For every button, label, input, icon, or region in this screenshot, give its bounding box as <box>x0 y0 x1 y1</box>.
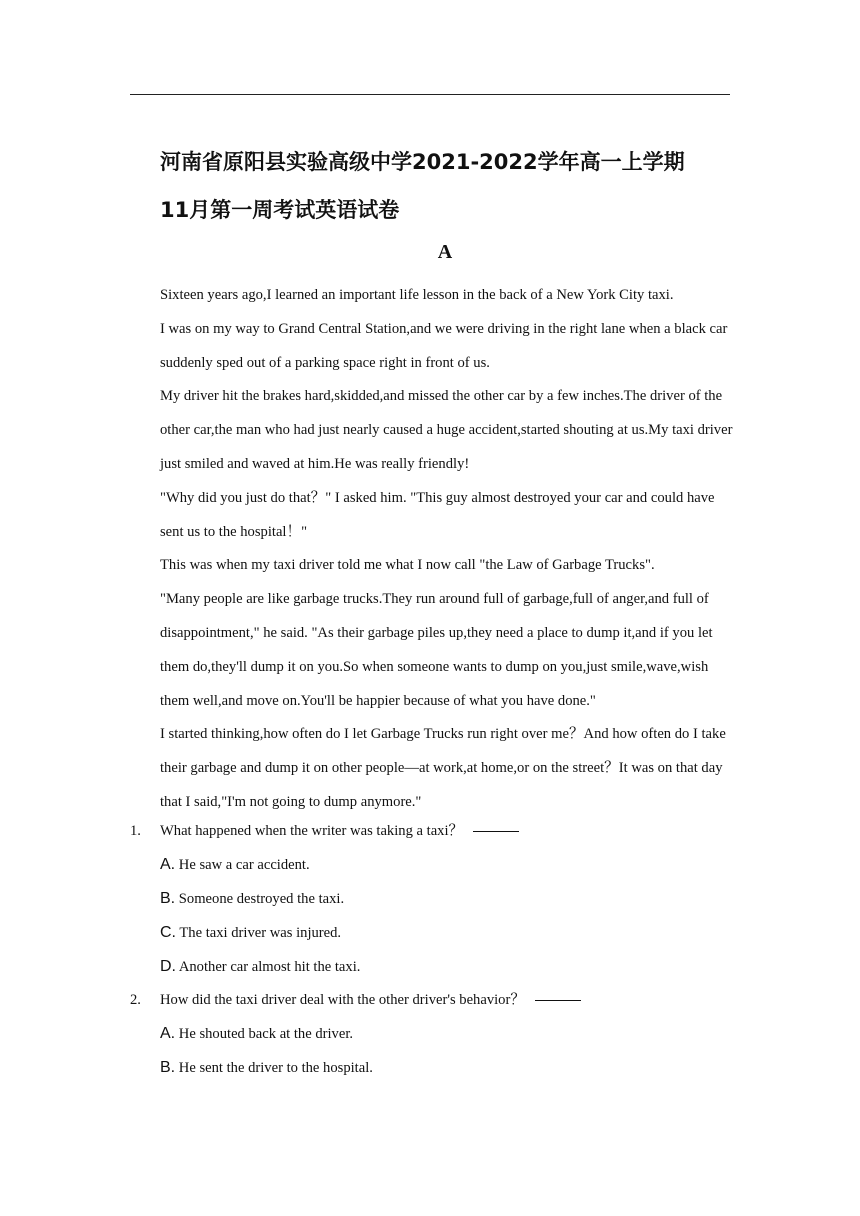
option-a <box>160 1017 740 1051</box>
header-rule <box>130 94 730 95</box>
option-letter: A. <box>160 856 176 873</box>
option-text: He shouted back at the driver. <box>178 1026 354 1042</box>
option-letter: B. <box>160 1059 176 1076</box>
section-heading: A <box>437 241 453 263</box>
option-c <box>160 916 740 950</box>
exam-title-line-2: 11月第一周考试英语试卷 <box>160 198 400 222</box>
answer-blank[interactable] <box>535 999 581 1001</box>
option-letter: A. <box>160 1025 176 1042</box>
option-letter: C. <box>160 924 176 941</box>
passage-paragraph-4: "Why did you just do that？" I asked him. "This guy almost destroyed your car and could have sent us to the hospital！" <box>160 489 715 540</box>
passage-paragraph-3: My driver hit the brakes hard,skidded,and missed the other car by a few inches.The driver of the other car,the man who had just nearly caused a huge accident,started shouting at us.My taxi driver just smiled and waved at him.He was really friendly! <box>160 388 733 472</box>
option-text: He saw a car accident. <box>178 857 310 873</box>
question-1 <box>130 814 740 984</box>
question-number: 1. <box>130 823 141 839</box>
passage-paragraph-2: I was on my way to Grand Central Station,and we were driving in the right lane when a black car suddenly sped out of a parking space right in front of us. <box>160 320 728 371</box>
exam-title-line-1: 河南省原阳县实验高级中学2021-2022学年高一上学期 <box>160 150 685 174</box>
option-text: Another car almost hit the taxi. <box>178 959 361 975</box>
question-2 <box>130 983 740 1085</box>
passage-paragraph-1: Sixteen years ago,I learned an important life lesson in the back of a New York City taxi. <box>160 287 674 303</box>
option-text: He sent the driver to the hospital. <box>178 1060 373 1076</box>
question-number: 2. <box>130 992 141 1008</box>
passage-paragraph-5: This was when my taxi driver told me what I now call "the Law of Garbage Trucks". <box>160 557 655 574</box>
option-a <box>160 848 740 882</box>
option-text: The taxi driver was injured. <box>179 925 342 941</box>
option-letter: B. <box>160 890 176 907</box>
option-b <box>160 882 740 916</box>
option-letter: D. <box>160 958 176 975</box>
passage-paragraph-6: "Many people are like garbage trucks.They run around full of garbage,full of anger,and full of disappointment," he said. "As their garbage piles up,they need a place to dump it,and if you let them do,they'll dump it on you.So when someone wants to dump on you,just smile,wave,wish them well,and move on.You'll be happier because of what you have done." <box>160 591 713 709</box>
passage-paragraph-7: I started thinking,how often do I let Garbage Trucks run right over me？And how often do I take their garbage and dump it on other people—at work,at home,or on the street？It was on that day that I said,"I'm not going to dump anymore." <box>160 726 726 810</box>
question-text: What happened when the writer was taking a taxi？ <box>160 823 464 839</box>
option-b <box>160 1051 740 1085</box>
option-d <box>160 950 740 984</box>
reading-passage <box>160 279 740 820</box>
question-text: How did the taxi driver deal with the other driver's behavior？ <box>160 992 525 1008</box>
answer-blank[interactable] <box>473 830 519 832</box>
exam-title <box>160 138 740 234</box>
option-text: Someone destroyed the taxi. <box>178 891 345 907</box>
